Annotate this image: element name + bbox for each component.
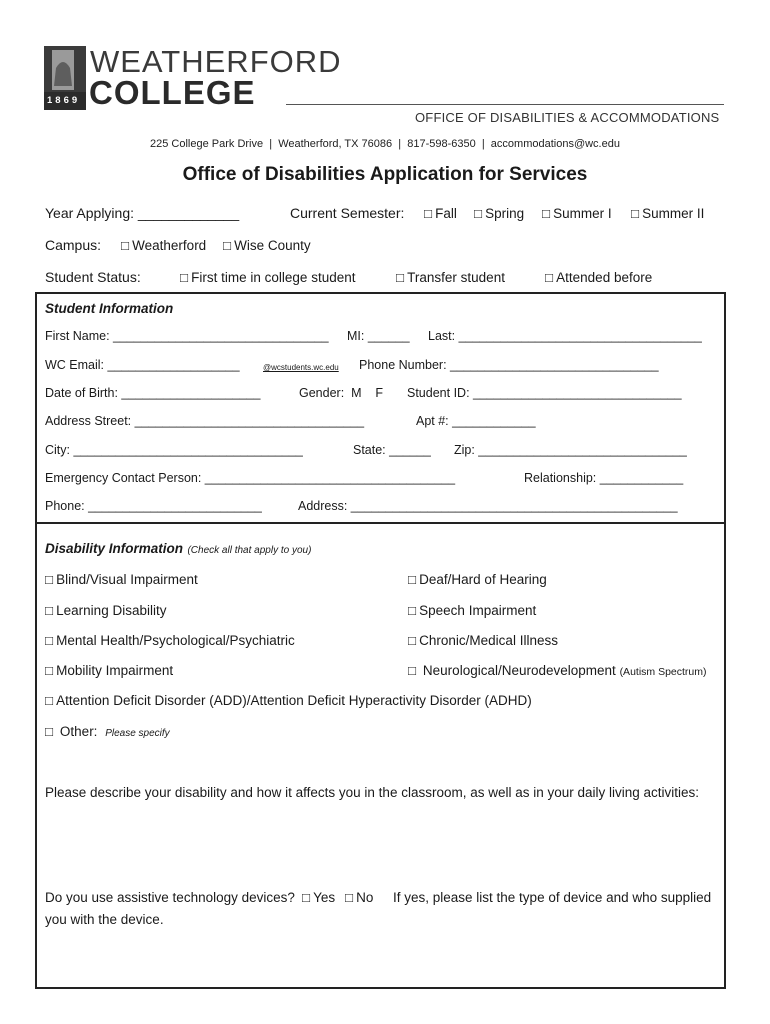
emergency-phone-field[interactable]: Phone: _________________________ — [45, 499, 262, 513]
learning-disability-checkbox[interactable] — [45, 603, 166, 618]
campus-weatherford-checkbox[interactable] — [121, 238, 206, 253]
last-name-field[interactable]: Last: ___________________________________ — [428, 329, 702, 343]
campus-wise-county-label: Wise County — [234, 238, 311, 253]
date-of-birth-field[interactable]: Date of Birth: ____________________ — [45, 386, 261, 400]
campus-weatherford-label: Weatherford — [132, 238, 207, 253]
disability-information-title: Disability Information — [45, 541, 184, 556]
student-information-title: Student Information — [45, 301, 174, 316]
neurological-label: Neurological/Neurodevelopment — [422, 663, 616, 678]
logo-year: 1869 — [47, 95, 81, 106]
page-title: Office of Disabilities Application for Services — [182, 164, 588, 185]
city-field[interactable]: City: _________________________________ — [45, 443, 303, 457]
status-attended-before-checkbox[interactable] — [545, 270, 652, 285]
mental-health-checkbox[interactable] — [45, 633, 295, 648]
emergency-address-field[interactable]: Address: _______________________________________________ — [298, 499, 678, 513]
status-attended-before-label: Attended before — [556, 270, 653, 285]
student-id-field[interactable]: Student ID: ______________________________ — [407, 386, 682, 400]
first-name-field[interactable]: First Name: _______________________________ — [45, 329, 329, 343]
logo-word-college: COLLEGE — [89, 74, 256, 111]
state-field[interactable]: State: ______ — [353, 443, 431, 457]
disability-check-note: (Check all that apply to you) — [187, 545, 312, 556]
semester-summer2-label: Summer II — [642, 206, 705, 221]
campus-wise-county-checkbox[interactable] — [223, 238, 311, 253]
semester-summer1-checkbox[interactable] — [542, 206, 612, 221]
blind-visual-checkbox[interactable] — [45, 572, 198, 587]
assistive-no-checkbox[interactable] — [345, 890, 373, 905]
mobility-label: Mobility Impairment — [56, 663, 174, 678]
gender-field[interactable]: Gender: M F — [299, 386, 384, 400]
assistive-question-text: Do you use assistive technology devices? — [45, 890, 295, 905]
speech-checkbox[interactable] — [408, 603, 536, 618]
assistive-followup-text-2: you with the device. — [45, 912, 164, 927]
other-label: Other: — [59, 724, 98, 739]
chronic-medical-label: Chronic/Medical Illness — [419, 633, 558, 648]
assistive-answer-area[interactable] — [45, 932, 715, 982]
semester-spring-checkbox[interactable] — [474, 206, 524, 221]
autism-spectrum-note: (Autism Spectrum) — [619, 666, 707, 678]
add-adhd-checkbox[interactable] — [45, 693, 532, 708]
wc-email-domain: @wcstudents.wc.edu — [263, 363, 339, 372]
disability-information-heading — [45, 540, 311, 558]
deaf-hearing-checkbox[interactable] — [408, 572, 547, 587]
campus-label: Campus: — [45, 237, 102, 253]
emergency-contact-field[interactable]: Emergency Contact Person: ____________________________________ — [45, 471, 456, 485]
zip-field[interactable]: Zip: ______________________________ — [454, 443, 687, 457]
describe-disability-prompt: Please describe your disability and how it affects you in the classroom, as well as in your daily living activities: — [45, 785, 700, 800]
year-applying-field[interactable]: Year Applying: _____________ — [45, 205, 240, 221]
middle-initial-field[interactable]: MI: ______ — [347, 329, 410, 343]
assistive-no-label: No — [356, 890, 374, 905]
semester-spring-label: Spring — [485, 206, 525, 221]
status-first-time-label: First time in college student — [191, 270, 356, 285]
status-transfer-checkbox[interactable] — [396, 270, 505, 285]
header-rule — [286, 104, 724, 105]
semester-fall-label: Fall — [435, 206, 457, 221]
neurological-checkbox[interactable] — [408, 663, 707, 678]
phone-number-field[interactable]: Phone Number: ______________________________ — [359, 358, 659, 372]
speech-label: Speech Impairment — [419, 603, 537, 618]
assistive-followup-text: If yes, please list the type of device and who supplied — [393, 890, 712, 905]
assistive-yes-checkbox[interactable] — [302, 890, 335, 905]
college-logo — [44, 44, 342, 111]
student-status-label: Student Status: — [45, 269, 141, 285]
status-transfer-label: Transfer student — [407, 270, 505, 285]
semester-fall-checkbox[interactable] — [424, 206, 457, 221]
apt-field[interactable]: Apt #: ____________ — [416, 414, 536, 428]
blind-visual-label: Blind/Visual Impairment — [56, 572, 198, 587]
mental-health-label: Mental Health/Psychological/Psychiatric — [56, 633, 295, 648]
describe-disability-answer-area[interactable] — [45, 806, 715, 882]
assistive-yes-label: Yes — [313, 890, 336, 905]
address-street-field[interactable]: Address Street: _________________________________ — [45, 414, 365, 428]
logo-word-weatherford: WEATHERFORD — [90, 44, 342, 79]
chronic-medical-checkbox[interactable] — [408, 633, 558, 648]
semester-summer1-label: Summer I — [553, 206, 612, 221]
learning-disability-label: Learning Disability — [56, 603, 167, 618]
other-checkbox[interactable] — [45, 724, 170, 739]
relationship-field[interactable]: Relationship: ____________ — [524, 471, 684, 485]
add-adhd-label: Attention Deficit Disorder (ADD)/Attention Deficit Hyperactivity Disorder (ADHD) — [56, 693, 532, 708]
contact-address-line: 225 College Park Drive | Weatherford, TX 76086 | 817-598-6350 | accommodations@wc.edu — [150, 138, 620, 150]
other-specify-note: Please specify — [105, 728, 170, 739]
assistive-technology-question — [45, 890, 295, 905]
deaf-hearing-label: Deaf/Hard of Hearing — [419, 572, 547, 587]
semester-summer2-checkbox[interactable] — [631, 206, 704, 221]
wc-email-field[interactable]: WC Email: ___________________ — [45, 358, 240, 372]
current-semester-label: Current Semester: — [290, 205, 405, 221]
student-information-section — [35, 292, 726, 524]
office-name: OFFICE OF DISABILITIES & ACCOMMODATIONS — [415, 110, 720, 125]
mobility-checkbox[interactable] — [45, 663, 173, 678]
status-first-time-checkbox[interactable] — [180, 270, 355, 285]
